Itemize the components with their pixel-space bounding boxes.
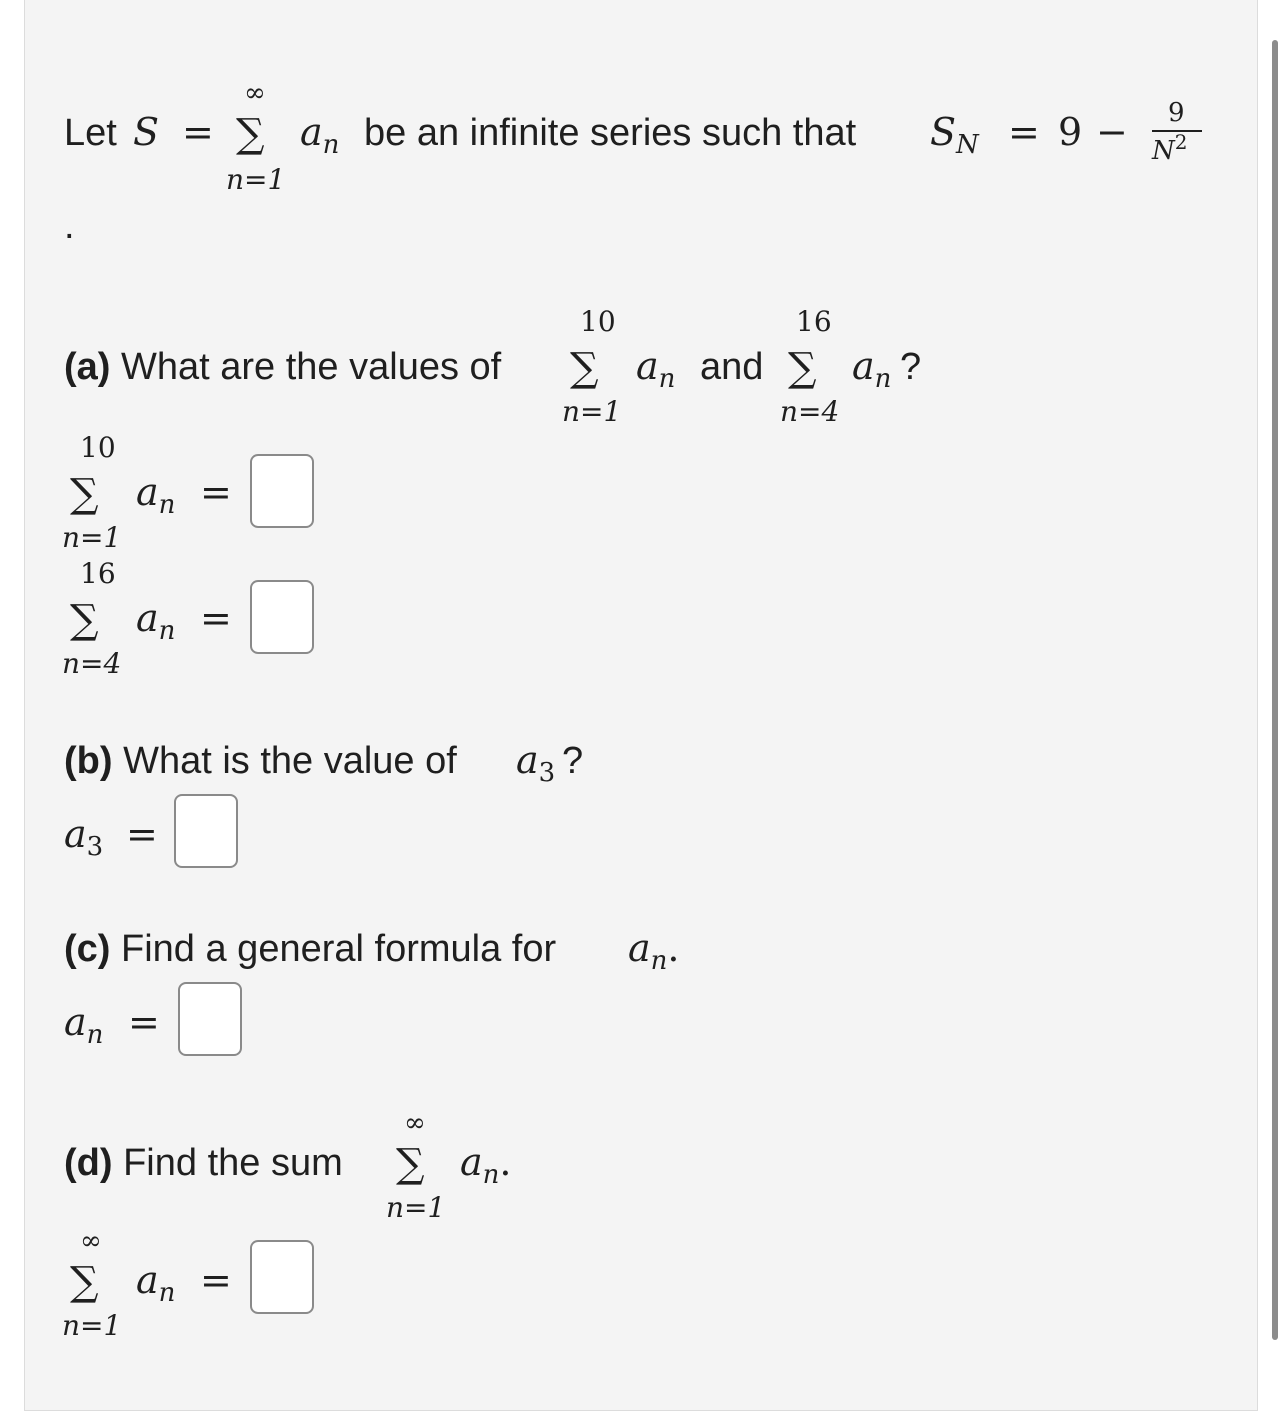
ans-a2-upper: 16 — [80, 557, 116, 590]
frac-denominator: $N^2$ — [1152, 130, 1188, 166]
part-a-a-n-2: $a_n$ — [852, 344, 892, 394]
part-a-sum2-upper: 16 — [796, 305, 832, 338]
ans-a2-a-n: $a_n$ — [136, 596, 176, 646]
part-d-sum-lower: n=1 — [386, 1191, 446, 1224]
part-a-sum1-lower: n=1 — [562, 395, 622, 428]
part-c-a-n: $a_n$. — [628, 926, 680, 976]
intro-equals: = — [182, 110, 214, 154]
ans-d-a-n: $a_n$ — [136, 1258, 176, 1308]
part-d-sigma: ∑ — [396, 1141, 425, 1187]
ans-a1-lower: n=1 — [62, 521, 122, 554]
part-a-sum1-upper: 10 — [580, 305, 616, 338]
ans-c-eq: = — [128, 1000, 160, 1044]
answer-input-a1[interactable] — [250, 454, 314, 528]
intro-text: be an infinite series such that — [364, 112, 857, 154]
ans-a2-eq: = — [200, 596, 232, 640]
intro-eq: = — [1008, 110, 1040, 154]
intro-S: S — [133, 110, 160, 154]
part-a-heading: (a) What are the values of — [64, 346, 502, 388]
ans-d-sigma: ∑ — [70, 1259, 99, 1305]
part-a-sum2-lower: n=4 — [780, 395, 840, 428]
part-b-a3: $a_3$ — [516, 738, 556, 788]
question-card — [24, 0, 1258, 1411]
part-a-sigma1: ∑ — [570, 345, 599, 391]
part-d-heading: (d) Find the sum — [64, 1142, 343, 1184]
ans-d-upper: ∞ — [80, 1226, 102, 1256]
part-a-and: and — [700, 346, 764, 388]
ans-b-a3: $a_3$ — [64, 812, 104, 862]
part-d-sum-upper: ∞ — [404, 1108, 426, 1138]
ans-a1-upper: 10 — [80, 431, 116, 464]
part-a-qmark: ? — [900, 346, 922, 388]
ans-b-eq: = — [126, 812, 158, 856]
scrollbar[interactable] — [1272, 40, 1278, 1340]
part-c-heading: (c) Find a general formula for — [64, 928, 557, 970]
answer-input-b[interactable] — [174, 794, 238, 868]
answer-input-c[interactable] — [178, 982, 242, 1056]
ans-d-lower: n=1 — [62, 1309, 122, 1342]
frac-numerator: 9 — [1168, 98, 1185, 128]
ans-a2-lower: n=4 — [62, 647, 122, 680]
part-b-heading: (b) What is the value of — [64, 740, 457, 782]
intro-sum-upper: ∞ — [244, 78, 266, 108]
part-d-a-n: $a_n$. — [460, 1140, 512, 1190]
intro-minus: − — [1096, 110, 1128, 154]
ans-a1-eq: = — [200, 470, 232, 514]
intro-sigma: ∑ — [236, 111, 265, 157]
intro-let: Let — [64, 112, 117, 154]
answer-input-d[interactable] — [250, 1240, 314, 1314]
ans-c-a-n: $a_n$ — [64, 1000, 104, 1050]
part-b-qmark: ? — [562, 740, 584, 782]
part-a-sigma2: ∑ — [788, 345, 817, 391]
intro-nine: 9 — [1058, 110, 1083, 154]
intro-period: . — [64, 205, 75, 247]
intro-sum-lower: n=1 — [226, 163, 286, 196]
ans-d-eq: = — [200, 1258, 232, 1302]
part-a-a-n-1: $a_n$ — [636, 344, 676, 394]
intro-S-N: $S_N$ — [930, 110, 979, 160]
answer-input-a2[interactable] — [250, 580, 314, 654]
ans-a2-sigma: ∑ — [70, 597, 99, 643]
ans-a1-sigma: ∑ — [70, 471, 99, 517]
intro-a-n: $a_n$ — [300, 110, 340, 160]
ans-a1-a-n: $a_n$ — [136, 470, 176, 520]
